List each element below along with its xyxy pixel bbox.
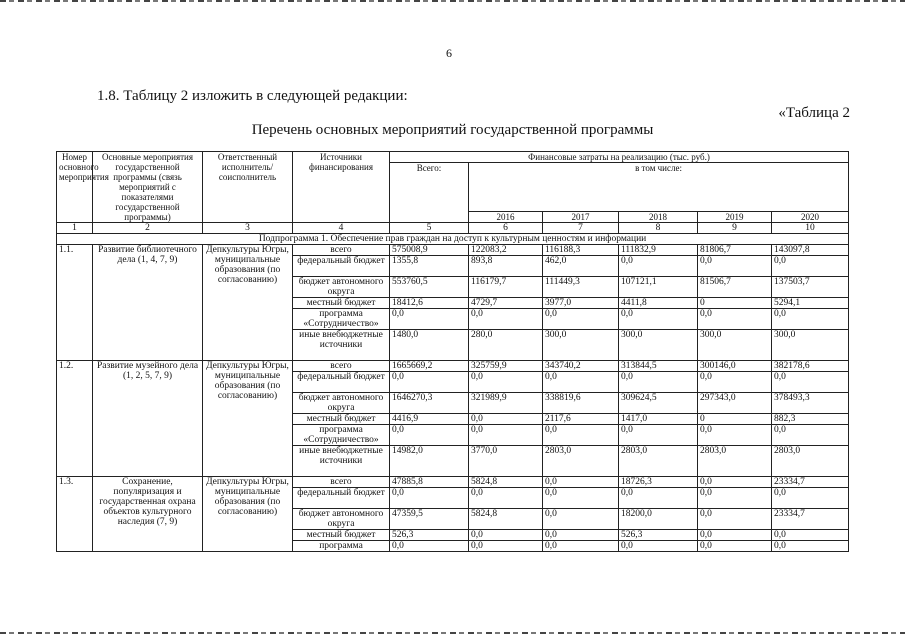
amount-cell: 321989,9 [469, 393, 543, 414]
header-row-1 [57, 152, 849, 163]
amount-cell: 0,0 [619, 541, 698, 552]
amount-cell: 378493,3 [772, 393, 849, 414]
amount-cell: 0,0 [619, 425, 698, 446]
column-index: 9 [698, 223, 772, 234]
amount-cell: 882,3 [772, 414, 849, 425]
header-year: 2017 [543, 212, 619, 223]
header-total: Всего: [390, 163, 469, 223]
amount-cell: 2803,0 [619, 446, 698, 477]
column-index: 8 [619, 223, 698, 234]
table-row [57, 477, 849, 488]
column-index: 7 [543, 223, 619, 234]
amount-cell: 0,0 [772, 530, 849, 541]
funding-source: федеральный бюджет [293, 488, 390, 509]
amount-cell: 81806,7 [698, 245, 772, 256]
funding-source: местный бюджет [293, 298, 390, 309]
amount-cell: 2803,0 [543, 446, 619, 477]
measure-responsible: Депкультуры Югры, муниципальные образования (по согласованию) [203, 477, 293, 552]
amount-cell: 14982,0 [390, 446, 469, 477]
amount-cell: 0,0 [543, 372, 619, 393]
amount-cell: 313844,5 [619, 361, 698, 372]
funding-source: местный бюджет [293, 414, 390, 425]
measure-number: 1.1. [57, 245, 93, 361]
funding-source: иные внебюджетные источники [293, 446, 390, 477]
amount-cell: 23334,7 [772, 509, 849, 530]
amount-cell: 0 [698, 414, 772, 425]
amount-cell: 0,0 [390, 541, 469, 552]
amount-cell: 0,0 [390, 372, 469, 393]
amount-cell: 5824,8 [469, 477, 543, 488]
subprogram-row [57, 234, 849, 245]
amount-cell: 143097,8 [772, 245, 849, 256]
amount-cell: 300,0 [543, 330, 619, 361]
amount-cell: 0,0 [619, 309, 698, 330]
amount-cell: 3977,0 [543, 298, 619, 309]
amount-cell: 0,0 [698, 530, 772, 541]
amount-cell: 0,0 [543, 309, 619, 330]
amount-cell: 18200,0 [619, 509, 698, 530]
amount-cell: 0,0 [698, 372, 772, 393]
subprogram-title: Подпрограмма 1. Обеспечение прав граждан на доступ к культурным ценностям и информации [57, 234, 849, 245]
amendment-heading: 1.8. Таблицу 2 изложить в следующей редакции: [97, 88, 408, 104]
amount-cell: 3770,0 [469, 446, 543, 477]
amount-cell: 343740,2 [543, 361, 619, 372]
amount-cell: 0,0 [619, 256, 698, 277]
measures-table [56, 151, 849, 552]
measure-responsible: Депкультуры Югры, муниципальные образования (по согласованию) [203, 361, 293, 477]
amount-cell: 18412,6 [390, 298, 469, 309]
amount-cell: 0,0 [772, 372, 849, 393]
amount-cell: 4416,9 [390, 414, 469, 425]
header-year: 2016 [469, 212, 543, 223]
amount-cell: 0,0 [390, 309, 469, 330]
amount-cell: 23334,7 [772, 477, 849, 488]
column-index: 1 [57, 223, 93, 234]
amount-cell: 1646270,3 [390, 393, 469, 414]
amount-cell: 1480,0 [390, 330, 469, 361]
amount-cell: 18726,3 [619, 477, 698, 488]
amount-cell: 0,0 [469, 530, 543, 541]
funding-source: федеральный бюджет [293, 256, 390, 277]
amount-cell: 0,0 [772, 425, 849, 446]
amount-cell: 111449,3 [543, 277, 619, 298]
amount-cell: 1665669,2 [390, 361, 469, 372]
amount-cell: 5824,8 [469, 509, 543, 530]
funding-source: программа «Сотрудничество» [293, 309, 390, 330]
amount-cell: 553760,5 [390, 277, 469, 298]
amount-cell: 0,0 [469, 414, 543, 425]
amount-cell: 0 [698, 298, 772, 309]
amount-cell: 325759,9 [469, 361, 543, 372]
amount-cell: 81506,7 [698, 277, 772, 298]
amount-cell: 0,0 [698, 477, 772, 488]
amount-cell: 0,0 [698, 425, 772, 446]
measure-number: 1.2. [57, 361, 93, 477]
header-sources: Источники финансирования [293, 152, 390, 223]
column-index: 5 [390, 223, 469, 234]
amount-cell: 0,0 [543, 509, 619, 530]
amount-cell: 2117,6 [543, 414, 619, 425]
amount-cell: 1355,8 [390, 256, 469, 277]
header-responsible: Ответственный исполнитель/соисполнитель [203, 152, 293, 223]
scan-edge-bottom [0, 632, 905, 634]
funding-source: бюджет автономного округа [293, 393, 390, 414]
column-index-row [57, 223, 849, 234]
funding-source: местный бюджет [293, 530, 390, 541]
funding-source: программа [293, 541, 390, 552]
amount-cell: 300146,0 [698, 361, 772, 372]
column-index: 10 [772, 223, 849, 234]
amount-cell: 0,0 [698, 509, 772, 530]
amount-cell: 0,0 [619, 488, 698, 509]
page-number: 6 [446, 46, 452, 60]
amount-cell: 47885,8 [390, 477, 469, 488]
amount-cell: 0,0 [698, 488, 772, 509]
amount-cell: 526,3 [390, 530, 469, 541]
column-index: 3 [203, 223, 293, 234]
amount-cell: 0,0 [772, 488, 849, 509]
amount-cell: 0,0 [543, 477, 619, 488]
amount-cell: 0,0 [698, 309, 772, 330]
amount-cell: 0,0 [698, 256, 772, 277]
funding-source: программа «Сотрудничество» [293, 425, 390, 446]
funding-source: иные внебюджетные источники [293, 330, 390, 361]
amount-cell: 300,0 [698, 330, 772, 361]
amount-cell: 116188,3 [543, 245, 619, 256]
amount-cell: 0,0 [390, 488, 469, 509]
column-index: 2 [93, 223, 203, 234]
amount-cell: 107121,1 [619, 277, 698, 298]
amount-cell: 0,0 [543, 425, 619, 446]
table-row [57, 245, 849, 256]
amount-cell: 5294,1 [772, 298, 849, 309]
measure-name: Развитие библиотечного дела (1, 4, 7, 9) [93, 245, 203, 361]
table-caption: Перечень основных мероприятий государственной программы [251, 122, 654, 138]
amount-cell: 111832,9 [619, 245, 698, 256]
funding-source: бюджет автономного округа [293, 277, 390, 298]
amount-cell: 0,0 [772, 256, 849, 277]
amount-cell: 116179,7 [469, 277, 543, 298]
amount-cell: 0,0 [772, 309, 849, 330]
amount-cell: 462,0 [543, 256, 619, 277]
amount-cell: 0,0 [469, 309, 543, 330]
funding-source: бюджет автономного округа [293, 509, 390, 530]
measure-responsible: Депкультуры Югры, муниципальные образования (по согласованию) [203, 245, 293, 361]
amount-cell: 2803,0 [698, 446, 772, 477]
amount-cell: 893,8 [469, 256, 543, 277]
amount-cell: 338819,6 [543, 393, 619, 414]
amount-cell: 0,0 [469, 425, 543, 446]
header-number: Номер основного мероприятия [57, 152, 93, 223]
amount-cell: 4729,7 [469, 298, 543, 309]
measure-number: 1.3. [57, 477, 93, 552]
amount-cell: 1417,0 [619, 414, 698, 425]
funding-source: федеральный бюджет [293, 372, 390, 393]
amount-cell: 300,0 [772, 330, 849, 361]
amount-cell: 122083,2 [469, 245, 543, 256]
column-index: 6 [469, 223, 543, 234]
header-year: 2020 [772, 212, 849, 223]
amount-cell: 2803,0 [772, 446, 849, 477]
header-including: в том числе: [469, 163, 849, 212]
header-year: 2018 [619, 212, 698, 223]
funding-source: всего [293, 361, 390, 372]
amount-cell: 4411,8 [619, 298, 698, 309]
amount-cell: 382178,6 [772, 361, 849, 372]
amount-cell: 280,0 [469, 330, 543, 361]
column-index: 4 [293, 223, 390, 234]
amount-cell: 575008,9 [390, 245, 469, 256]
amount-cell: 297343,0 [698, 393, 772, 414]
amount-cell: 309624,5 [619, 393, 698, 414]
measure-name: Развитие музейного дела (1, 2, 5, 7, 9) [93, 361, 203, 477]
scan-edge-top [0, 0, 905, 2]
table-reference: «Таблица 2 [778, 105, 850, 121]
measure-name: Сохранение, популяризация и государственная охрана объектов культурного наследия (7, 9) [93, 477, 203, 552]
amount-cell: 0,0 [469, 541, 543, 552]
amount-cell: 526,3 [619, 530, 698, 541]
amount-cell: 0,0 [469, 372, 543, 393]
amount-cell: 0,0 [619, 372, 698, 393]
amount-cell: 137503,7 [772, 277, 849, 298]
amount-cell: 300,0 [619, 330, 698, 361]
header-year: 2019 [698, 212, 772, 223]
amount-cell: 0,0 [698, 541, 772, 552]
header-measures: Основные мероприятия государственной программы (связь мероприятий с показателями государственной программы) [93, 152, 203, 223]
amount-cell: 0,0 [543, 488, 619, 509]
amount-cell: 0,0 [543, 530, 619, 541]
table-row [57, 361, 849, 372]
amount-cell: 0,0 [390, 425, 469, 446]
header-financing: Финансовые затраты на реализацию (тыс. руб.) [390, 152, 849, 163]
funding-source: всего [293, 245, 390, 256]
amount-cell: 47359,5 [390, 509, 469, 530]
amount-cell: 0,0 [772, 541, 849, 552]
amount-cell: 0,0 [469, 488, 543, 509]
funding-source: всего [293, 477, 390, 488]
amount-cell: 0,0 [543, 541, 619, 552]
